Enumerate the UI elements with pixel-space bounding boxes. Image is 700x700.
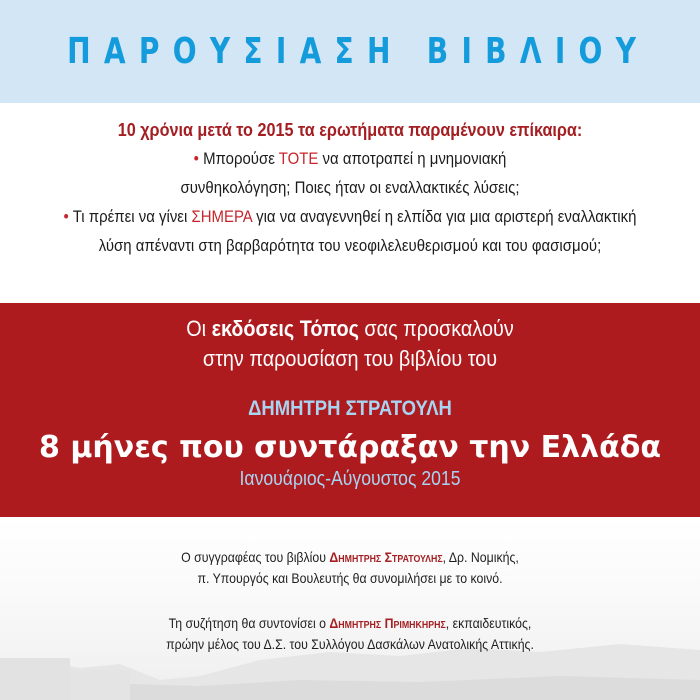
bullet-icon: •: [63, 207, 69, 226]
invitation-pre: Οι: [186, 316, 212, 341]
moderator-name-smallcaps: Δημητρης Πριμηκηρης: [329, 615, 446, 631]
author-name: ΔΗΜΗΤΡΗ ΣΤΡΑΤΟΥΛΗ: [248, 397, 452, 420]
bullet-2-before: Τι πρέπει να γίνει: [72, 207, 192, 226]
bullet-2-line-1: [42, 202, 658, 231]
bullet-1-line-2: συνθηκολόγηση; Ποιες ήταν οι εναλλακτικές λύσεις;: [180, 178, 520, 197]
bullet-1-before: Μπορούσε: [203, 149, 279, 168]
intro-section: [0, 116, 700, 260]
author-description-line-1: [42, 517, 658, 568]
bullet-2-highlight: ΣΗΜΕΡΑ: [191, 207, 252, 226]
details-section: [0, 517, 700, 700]
invitation-band: [0, 303, 700, 517]
author-name-smallcaps: Δημητρης Στρατουλης: [329, 549, 443, 565]
para1-pre: Ο συγγραφέας του βιβλίου: [181, 549, 330, 565]
bullet-2-line-2: λύση απέναντι στη βαρβαρότητα του νεοφιλελευθερισμού και του φασισμού;: [98, 236, 602, 255]
book-title: 8 μήνες που συντάραξαν την Ελλάδα: [39, 430, 661, 465]
para2-pre: Τη συζήτηση θα συντονίσει ο: [168, 615, 330, 631]
page-title: ΠΑΡΟΥΣΙΑΣΗ ΒΙΒΛΙΟΥ: [67, 31, 650, 72]
publisher-name: εκδόσεις Τόπος: [211, 316, 359, 341]
invitation-line-1: [35, 314, 665, 344]
bullet-2-after: για να αναγεννηθεί η ελπίδα για μια αριστερή εναλλακτική: [251, 207, 637, 226]
bullet-1-highlight: ΤΟΤΕ: [278, 149, 319, 168]
invitation-post: σας προσκαλούν: [358, 316, 514, 341]
bullet-1-line-1: [42, 144, 658, 173]
invitation-line-2: στην παρουσίαση του βιβλίου του: [202, 346, 498, 371]
moderator-description-line-1: [42, 613, 658, 634]
moderator-description-line-2: πρώην μέλος του Δ.Σ. του Συλλόγου Δασκάλων Ανατολικής Αττικής.: [166, 636, 534, 652]
bullet-icon: •: [193, 149, 199, 168]
intro-heading: 10 χρόνια μετά το 2015 τα ερωτήματα παραμένουν επίκαιρα:: [117, 120, 583, 140]
para2-post: , εκπαιδευτικός,: [445, 615, 532, 631]
para1-post: , Δρ. Νομικής,: [442, 549, 519, 565]
bullet-1-after: να αποτραπεί η μνημονιακή: [318, 149, 507, 168]
author-description-line-2: π. Υπουργός και Βουλευτής θα συνομιλήσει με το κοινό.: [197, 570, 503, 586]
header-band: [0, 0, 700, 103]
book-subtitle: Ιανουάριος-Αύγουστος 2015: [239, 468, 461, 490]
